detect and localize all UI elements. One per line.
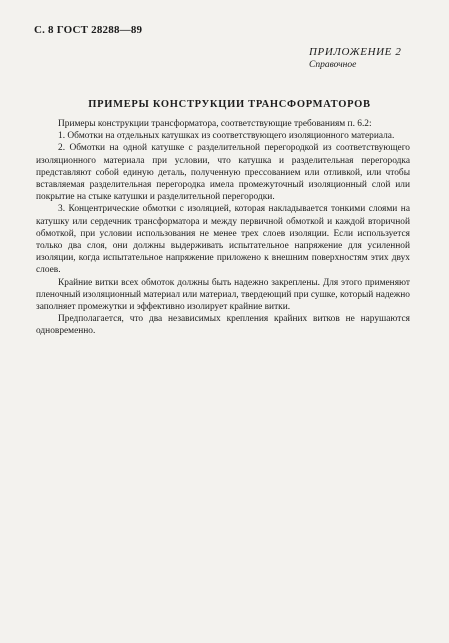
paragraph-item-2: 2. Обмотки на одной катушке с разделительной перегородкой из соответствующего изоляционного материала при условии, что катушка и разделительная перегородка представляют собой единую деталь, полученную прессованием или отливкой, или чтобы вставляемая разделительная перегородка имела промежуточный изоляционный слой или покрытие на стыке катушки и разделительной перегородки. <box>36 143 410 203</box>
appendix-subtitle: Справочное <box>309 60 357 70</box>
appendix-block <box>309 46 409 70</box>
paragraph-item-3: 3. Концентрические обмотки с изоляцией, которая накладывается тонкими слоями на катушку или сердечник трансформатора и между первичной обмоткой и каждой вторичной обмоткой, при условии использования не менее трех слоев изоляции. Если используется только два слоя, они должны выдерживать испытательное напряжение для усиленной изоляции, когда испытательное напряжение приложено к внешним поверхностям этих двух слоев. <box>36 204 410 276</box>
page-header: С. 8 ГОСТ 28288—89 <box>34 24 143 36</box>
paragraph-end-turns: Крайние витки всех обмоток должны быть надежно закреплены. Для этого применяют пленочный изоляционный материал или материал, твердеющий при сушке, который надежно заполняет промежутки и эффективно изолирует крайние витки. <box>36 277 410 313</box>
paragraph-assumption: Предполагается, что два независимых крепления крайних витков не нарушаются одновременно. <box>36 314 410 337</box>
document-title: ПРИМЕРЫ КОНСТРУКЦИИ ТРАНСФОРМАТОРОВ <box>88 99 371 110</box>
paragraph-item-1: 1. Обмотки на отдельных катушках из соответствующего изоляционного материала. <box>58 131 395 142</box>
paragraph-intro: Примеры конструкции трансформатора, соответствующие требованиям п. 6.2: <box>58 119 372 129</box>
appendix-title: ПРИЛОЖЕНИЕ 2 <box>309 46 402 58</box>
document-body <box>36 118 410 338</box>
